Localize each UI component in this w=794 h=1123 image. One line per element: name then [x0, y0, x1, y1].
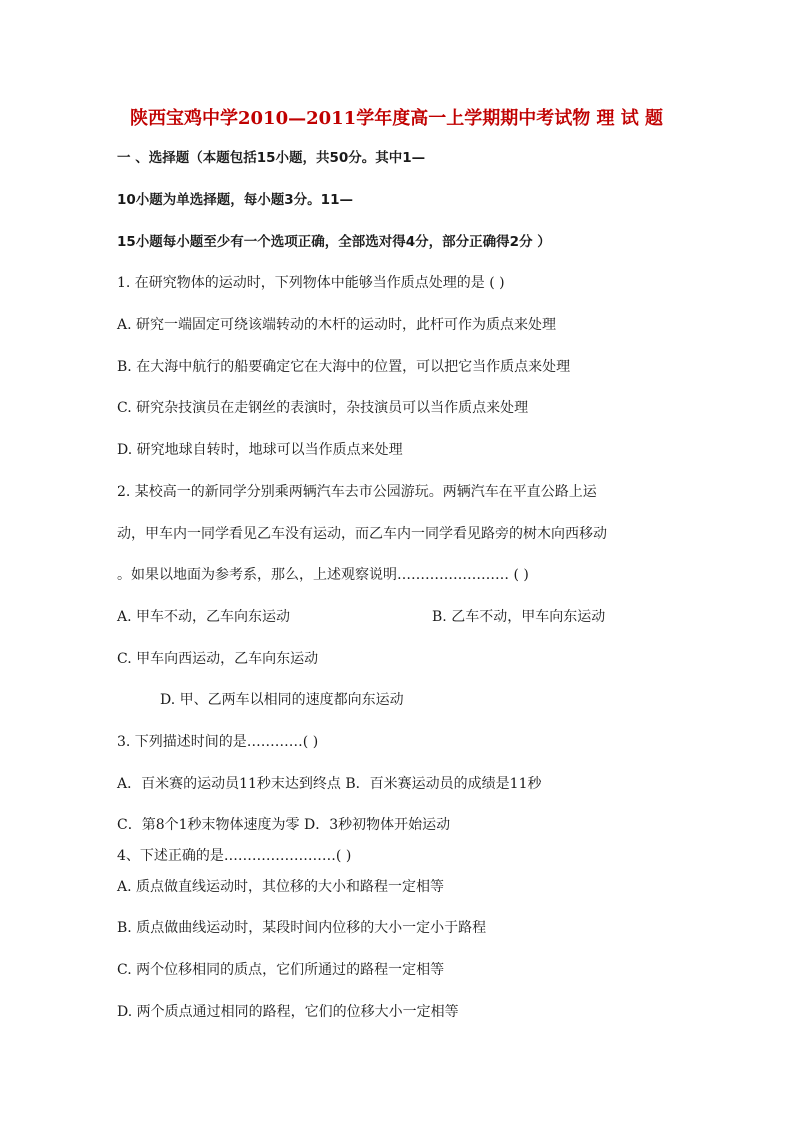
- question-4-option-a: A. 质点做直线运动时，其位移的大小和路程一定相等: [117, 879, 445, 895]
- question-3-options-a-b: A．百米赛的运动员11秒末达到终点 B．百米赛运动员的成绩是11秒: [117, 776, 542, 792]
- document-title: 陕西宝鸡中学2010—2011学年度高一上学期期中考试物 理 试 题: [130, 108, 663, 129]
- question-1-option-d: D. 研究地球自转时，地球可以当作质点来处理: [117, 442, 403, 458]
- section-heading-line-3: 15小题每小题至少有一个选项正确，全部选对得4分，部分正确得2分 ）: [117, 234, 551, 250]
- question-1-option-b: B. 在大海中航行的船要确定它在大海中的位置，可以把它当作质点来处理: [117, 359, 571, 375]
- question-4-option-d: D. 两个质点通过相同的路程，它们的位移大小一定相等: [117, 1004, 459, 1020]
- question-4-option-c: C. 两个位移相同的质点，它们所通过的路程一定相等: [117, 962, 445, 978]
- question-3-stem: 3. 下列描述时间的是…………( ): [117, 734, 319, 750]
- section-heading-line-1: 一 、选择题（本题包括15小题，共50分。其中1—: [117, 150, 426, 166]
- question-2-option-d: D. 甲、乙两车以相同的速度都向东运动: [160, 692, 404, 708]
- question-4-stem: 4、下述正确的是……………………( ): [117, 848, 352, 864]
- question-1-option-a: A. 研究一端固定可绕该端转动的木杆的运动时，此杆可作为质点来处理: [117, 317, 557, 333]
- question-2-option-c: C. 甲车向西运动，乙车向东运动: [117, 651, 319, 667]
- question-4-option-b: B. 质点做曲线运动时，某段时间内位移的大小一定小于路程: [117, 920, 487, 936]
- question-2-option-b: B. 乙车不动，甲车向东运动: [432, 609, 606, 625]
- question-2-stem-line-3: 。如果以地面为参考系，那么，上述观察说明…………………… ( ): [117, 567, 529, 583]
- question-2-stem-line-1: 2. 某校高一的新同学分别乘两辆汽车去市公园游玩。两辆汽车在平直公路上运: [117, 484, 597, 500]
- question-2-option-a: A. 甲车不动，乙车向东运动: [117, 609, 291, 625]
- question-1-stem: 1. 在研究物体的运动时，下列物体中能够当作质点处理的是 ( ): [117, 275, 505, 291]
- question-2-stem-line-2: 动，甲车内一同学看见乙车没有运动，而乙车内一同学看见路旁的树木向西移动: [117, 526, 607, 542]
- question-1-option-c: C. 研究杂技演员在走钢丝的表演时，杂技演员可以当作质点来处理: [117, 400, 529, 416]
- section-heading-line-2: 10小题为单选择题，每小题3分。11—: [117, 192, 353, 208]
- question-3-options-c-d: C．第8个1秒末物体速度为零 D．3秒初物体开始运动: [117, 817, 451, 833]
